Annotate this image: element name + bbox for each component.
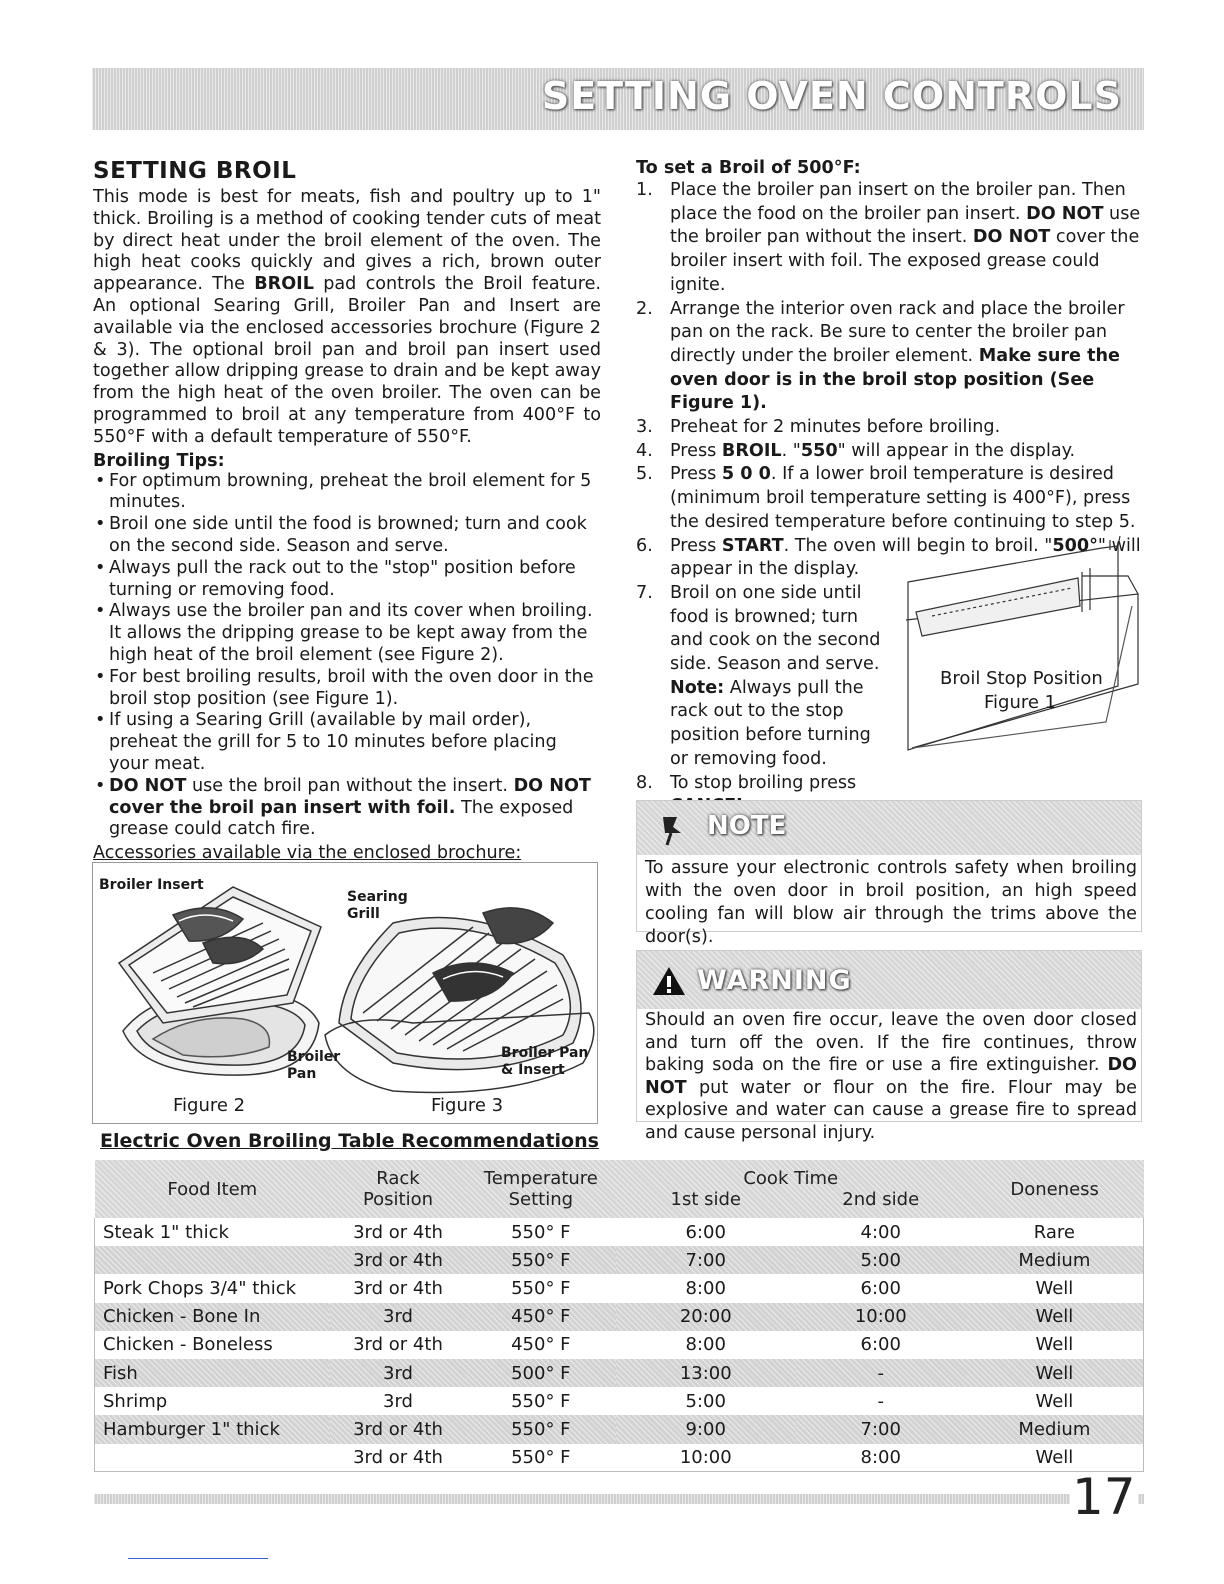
cell-food-item <box>95 1444 331 1472</box>
cell-food-item: Fish <box>95 1359 331 1387</box>
step-number: 4. <box>636 440 653 461</box>
step-text: Place the broiler pan insert on the broiler pan. Then place the food on the broiler pan insert. <box>670 180 1126 224</box>
header-temperature-setting <box>466 1160 616 1218</box>
cell-temperature: 550° F <box>511 1221 571 1243</box>
cell-doneness: Well <box>1035 1446 1074 1468</box>
intro-paragraph <box>93 187 601 449</box>
cell-1st-side: 7:00 <box>616 1246 796 1274</box>
cell-doneness: Well <box>966 1303 1144 1331</box>
pushpin-icon <box>657 813 687 847</box>
cell-food-item: Steak 1" thick <box>103 1221 229 1243</box>
step-text: " will appear in the display. <box>837 440 1076 461</box>
step-text: . If a lower broil temperature is desired (minimum broil temperature setting is 400°F), press the desired temperature before continuing to step 5. <box>670 464 1136 532</box>
cell-doneness: Well <box>1035 1277 1074 1299</box>
step-bold-text: DO NOT <box>972 227 1051 248</box>
page-title: SETTING OVEN CONTROLS <box>541 74 1122 118</box>
header-rack-position <box>330 1160 466 1218</box>
tips-list <box>93 471 601 842</box>
intro-text-2: pad controls the Broil feature. An optional Searing Grill, Broiler Pan and Insert are available via the enclosed accessories brochure (Figure 2 & 3). The optional broil pan and broil pan insert used together allow dripping grease to drain and be kept away from the high heat of the oven broiler. The oven can be programmed to broil at any temperature from 400°F to 550°F with a default temperature of 550°F. <box>93 274 601 447</box>
figure-2-3 <box>92 862 598 1124</box>
step-bold-text: BROIL <box>721 440 782 461</box>
cell-doneness: Well <box>1035 1334 1074 1356</box>
cell-2nd-side: 10:00 <box>796 1303 966 1331</box>
step-item <box>636 179 1144 298</box>
table-row <box>95 1303 1144 1331</box>
step-text: Preheat for 2 minutes before broiling. <box>670 417 1001 438</box>
cell-2nd-side: 6:00 <box>860 1334 901 1356</box>
searing-grill-label: Searing Grill <box>347 889 408 922</box>
header-temp-line2: Setting <box>508 1189 574 1210</box>
broiler-pan-illustration <box>93 863 599 1125</box>
cell-2nd-side: 6:00 <box>860 1277 901 1299</box>
step-text: use the broiler pan without the insert. <box>670 203 1141 248</box>
figure-2-caption: Figure 2 <box>173 1095 246 1116</box>
cell-food-item: Chicken - Boneless <box>103 1334 273 1356</box>
cell-2nd-side: - <box>877 1390 884 1412</box>
step-bold-text: 550 <box>800 440 838 461</box>
intro-bold: BROIL <box>254 274 314 295</box>
cell-1st-side: 6:00 <box>685 1221 726 1243</box>
step-bold-text: DO NOT <box>1026 203 1104 224</box>
cell-rack-position: 3rd or 4th <box>353 1221 443 1243</box>
step-item <box>636 416 1144 440</box>
step-text: Always pull the rack out to the stop position before turning or removing food. <box>670 677 871 769</box>
warning-header <box>637 951 1141 1009</box>
cell-2nd-side: 4:00 <box>860 1221 901 1243</box>
cell-1st-side: 13:00 <box>616 1359 796 1387</box>
cell-1st-side: 5:00 <box>685 1390 726 1412</box>
tip-item: • Always pull the rack out to the "stop" position before turning or removing food. <box>93 558 601 602</box>
tip-item: • If using a Searing Grill (available by mail order), preheat the grill for 5 to 10 minutes before placing your meat. <box>93 710 601 775</box>
cell-rack-position: 3rd or 4th <box>353 1334 443 1356</box>
step-item <box>636 298 1144 417</box>
figure-1-caption: Figure 1 <box>984 692 1057 713</box>
cell-2nd-side: 8:00 <box>860 1446 901 1468</box>
warning-box <box>636 950 1142 1143</box>
cell-food-item <box>95 1246 331 1274</box>
warning-text-1: Should an oven fire occur, leave the oven door closed and turn off the oven. If the fire continues, throw baking soda on the fire or use a fire extinguisher. <box>645 1010 1137 1075</box>
broiler-pan-insert-label: Broiler Pan & Insert <box>501 1045 589 1078</box>
header-band <box>92 68 1144 130</box>
cell-temperature: 550° F <box>511 1390 571 1412</box>
cell-1st-side: 20:00 <box>616 1303 796 1331</box>
step-text: Press <box>670 440 722 461</box>
section-heading: SETTING BROIL <box>93 158 297 184</box>
header-doneness: Doneness <box>1010 1178 1099 1200</box>
broiling-table <box>94 1160 1144 1472</box>
note-header <box>637 801 1141 855</box>
step-text: Broil on one side until food is browned; turn and cook on the second side. Season and serve. <box>670 582 881 675</box>
left-column <box>93 158 601 863</box>
step-text: " will appear in the display. <box>670 535 1141 580</box>
cell-doneness: Medium <box>966 1246 1144 1274</box>
cell-temperature: 500° F <box>466 1359 616 1387</box>
cell-food-item: Chicken - Bone In <box>95 1303 331 1331</box>
page-number: 17 <box>1072 1468 1136 1526</box>
step-number: 1. <box>636 180 653 200</box>
broiler-insert-label: Broiler Insert <box>99 877 204 893</box>
step-text: Press <box>670 535 722 556</box>
header-cook-time <box>616 1160 966 1218</box>
step-bold-text: Note: <box>670 677 725 698</box>
cell-food-item: Shrimp <box>103 1390 168 1412</box>
table-row <box>95 1387 1144 1415</box>
cell-temperature: 550° F <box>511 1446 571 1468</box>
header-1st-side: 1st side <box>670 1189 741 1210</box>
header-food-item: Food Item <box>167 1178 258 1200</box>
steps-heading: To set a Broil of 500°F: <box>636 158 861 178</box>
step-text: . The oven will begin to broil. " <box>783 535 1053 556</box>
step-number: 5. <box>636 464 653 485</box>
table-row <box>95 1359 1144 1387</box>
step-item <box>636 582 886 772</box>
tips-heading: Broiling Tips: <box>93 450 225 471</box>
table-header-row <box>95 1160 1144 1218</box>
step-bold-text: 500° <box>1052 535 1098 556</box>
cell-1st-side: 10:00 <box>679 1446 732 1468</box>
tip-text-1: use the broil pan without the insert. <box>186 775 514 796</box>
cell-doneness: Well <box>966 1359 1144 1387</box>
cell-temperature: 550° F <box>466 1246 616 1274</box>
cell-temperature: 550° F <box>511 1277 571 1299</box>
step-number: 7. <box>636 582 653 603</box>
note-title: NOTE <box>707 811 787 841</box>
warning-text <box>645 1009 1137 1144</box>
tip-item: • For best broiling results, broil with the oven door in the broil stop position (see Figure 1). <box>93 667 601 711</box>
tip-item: • For optimum browning, preheat the broil element for 5 minutes. <box>93 471 601 515</box>
warning-triangle-icon <box>651 965 687 997</box>
intro-text-1: This mode is best for meats, fish and poultry up to 1" thick. Broiling is a method of cooking tender cuts of meat by direct heat under the broil element of the oven. The high heat cooks quickly and gives a rich, brown outer appearance. The <box>93 187 601 295</box>
cell-temperature: 450° F <box>466 1303 616 1331</box>
cell-rack-position: 3rd or 4th <box>330 1246 466 1274</box>
step-bold-text: Make sure the oven door is in the broil stop position (See Figure 1). <box>670 345 1120 414</box>
tip-item: • Broil one side until the food is browned; turn and cook on the second side. Season and serve. <box>93 514 601 558</box>
figure-3-caption: Figure 3 <box>431 1095 504 1116</box>
step-number: 8. <box>636 772 653 793</box>
cell-temperature: 550° F <box>466 1415 616 1443</box>
figure-1-label: Broil Stop Position <box>940 668 1103 689</box>
cell-doneness: Well <box>1035 1390 1074 1412</box>
step-item <box>636 440 1144 464</box>
warning-title: WARNING <box>697 965 852 996</box>
header-cook-time-label: Cook Time <box>743 1168 839 1189</box>
cell-2nd-side: 5:00 <box>796 1246 966 1274</box>
cell-food-item: Pork Chops 3/4" thick <box>103 1277 297 1299</box>
step-text: To stop broiling press <box>670 772 857 793</box>
step-bold-text: START <box>721 535 784 556</box>
cell-1st-side: 8:00 <box>685 1277 726 1299</box>
cell-rack-position: 3rd or 4th <box>353 1446 443 1468</box>
cell-rack-position: 3rd <box>330 1359 466 1387</box>
table-row <box>95 1331 1144 1359</box>
tip-bold-2: DO NOT cover the broil pan insert with foil. <box>109 775 591 818</box>
table-row <box>95 1274 1144 1302</box>
table-row <box>95 1218 1144 1246</box>
table-row <box>95 1415 1144 1443</box>
note-box <box>636 800 1142 947</box>
header-temp-line1: Temperature <box>483 1168 598 1189</box>
cell-doneness: Medium <box>966 1415 1144 1443</box>
table-row <box>95 1444 1144 1472</box>
step-number: 6. <box>636 535 653 556</box>
accessories-link: Accessories available via the enclosed brochure: <box>93 843 522 864</box>
cell-temperature: 450° F <box>511 1334 571 1356</box>
header-rack-line1: Rack <box>376 1168 420 1189</box>
cell-doneness: Rare <box>1033 1221 1075 1243</box>
tip-item <box>93 776 601 841</box>
step-item <box>636 463 1144 534</box>
warning-bold: DO NOT <box>645 1055 1137 1098</box>
note-text: To assure your electronic controls safety when broiling with the oven door in broil position, an high speed cooling fan will blow air through the trims above the door(s). <box>645 858 1137 947</box>
bottom-rule <box>128 1558 268 1559</box>
cell-2nd-side: 7:00 <box>796 1415 966 1443</box>
cell-rack-position: 3rd or 4th <box>330 1415 466 1443</box>
cell-rack-position: 3rd <box>330 1303 466 1331</box>
table-row <box>95 1246 1144 1274</box>
table-title: Electric Oven Broiling Table Recommendations <box>100 1130 599 1152</box>
broiler-pan-label: Broiler Pan <box>287 1049 341 1082</box>
step-bold-text: 5 0 0 <box>721 464 771 485</box>
cell-rack-position: 3rd or 4th <box>353 1277 443 1299</box>
header-rack-line2: Position <box>362 1189 434 1210</box>
footer-band <box>94 1494 1144 1504</box>
cell-2nd-side: - <box>796 1359 966 1387</box>
tip-bold-1: DO NOT <box>109 775 187 796</box>
step-text: . " <box>781 440 801 461</box>
step-text: Arrange the interior oven rack and place the broiler pan on the rack. Be sure to center the broiler pan directly under the broiler element. <box>670 298 1125 366</box>
table-body <box>95 1218 1144 1472</box>
cell-1st-side: 9:00 <box>616 1415 796 1443</box>
warning-text-2: put water or flour on the fire. Flour may be explosive and water can cause a grease fire to spread and cause personal injury. <box>645 1077 1137 1143</box>
oven-door-illustration <box>902 536 1146 758</box>
tip-item: • Always use the broiler pan and its cover when broiling. It allows the dripping grease to be kept away from the high heat of the broil element (see Figure 2). <box>93 601 601 666</box>
tip-text-2: The exposed grease could catch fire. <box>109 797 574 840</box>
cell-1st-side: 8:00 <box>685 1334 726 1356</box>
cell-food-item: Hamburger 1" thick <box>95 1415 331 1443</box>
step-text: cover the broiler insert with foil. The exposed grease could ignite. <box>670 227 1140 295</box>
cell-rack-position: 3rd <box>383 1390 413 1412</box>
step-number: 3. <box>636 417 653 438</box>
step-number: 2. <box>636 298 653 319</box>
header-sides <box>616 1189 966 1210</box>
step-text: Press <box>670 464 722 485</box>
header-2nd-side: 2nd side <box>842 1189 920 1210</box>
